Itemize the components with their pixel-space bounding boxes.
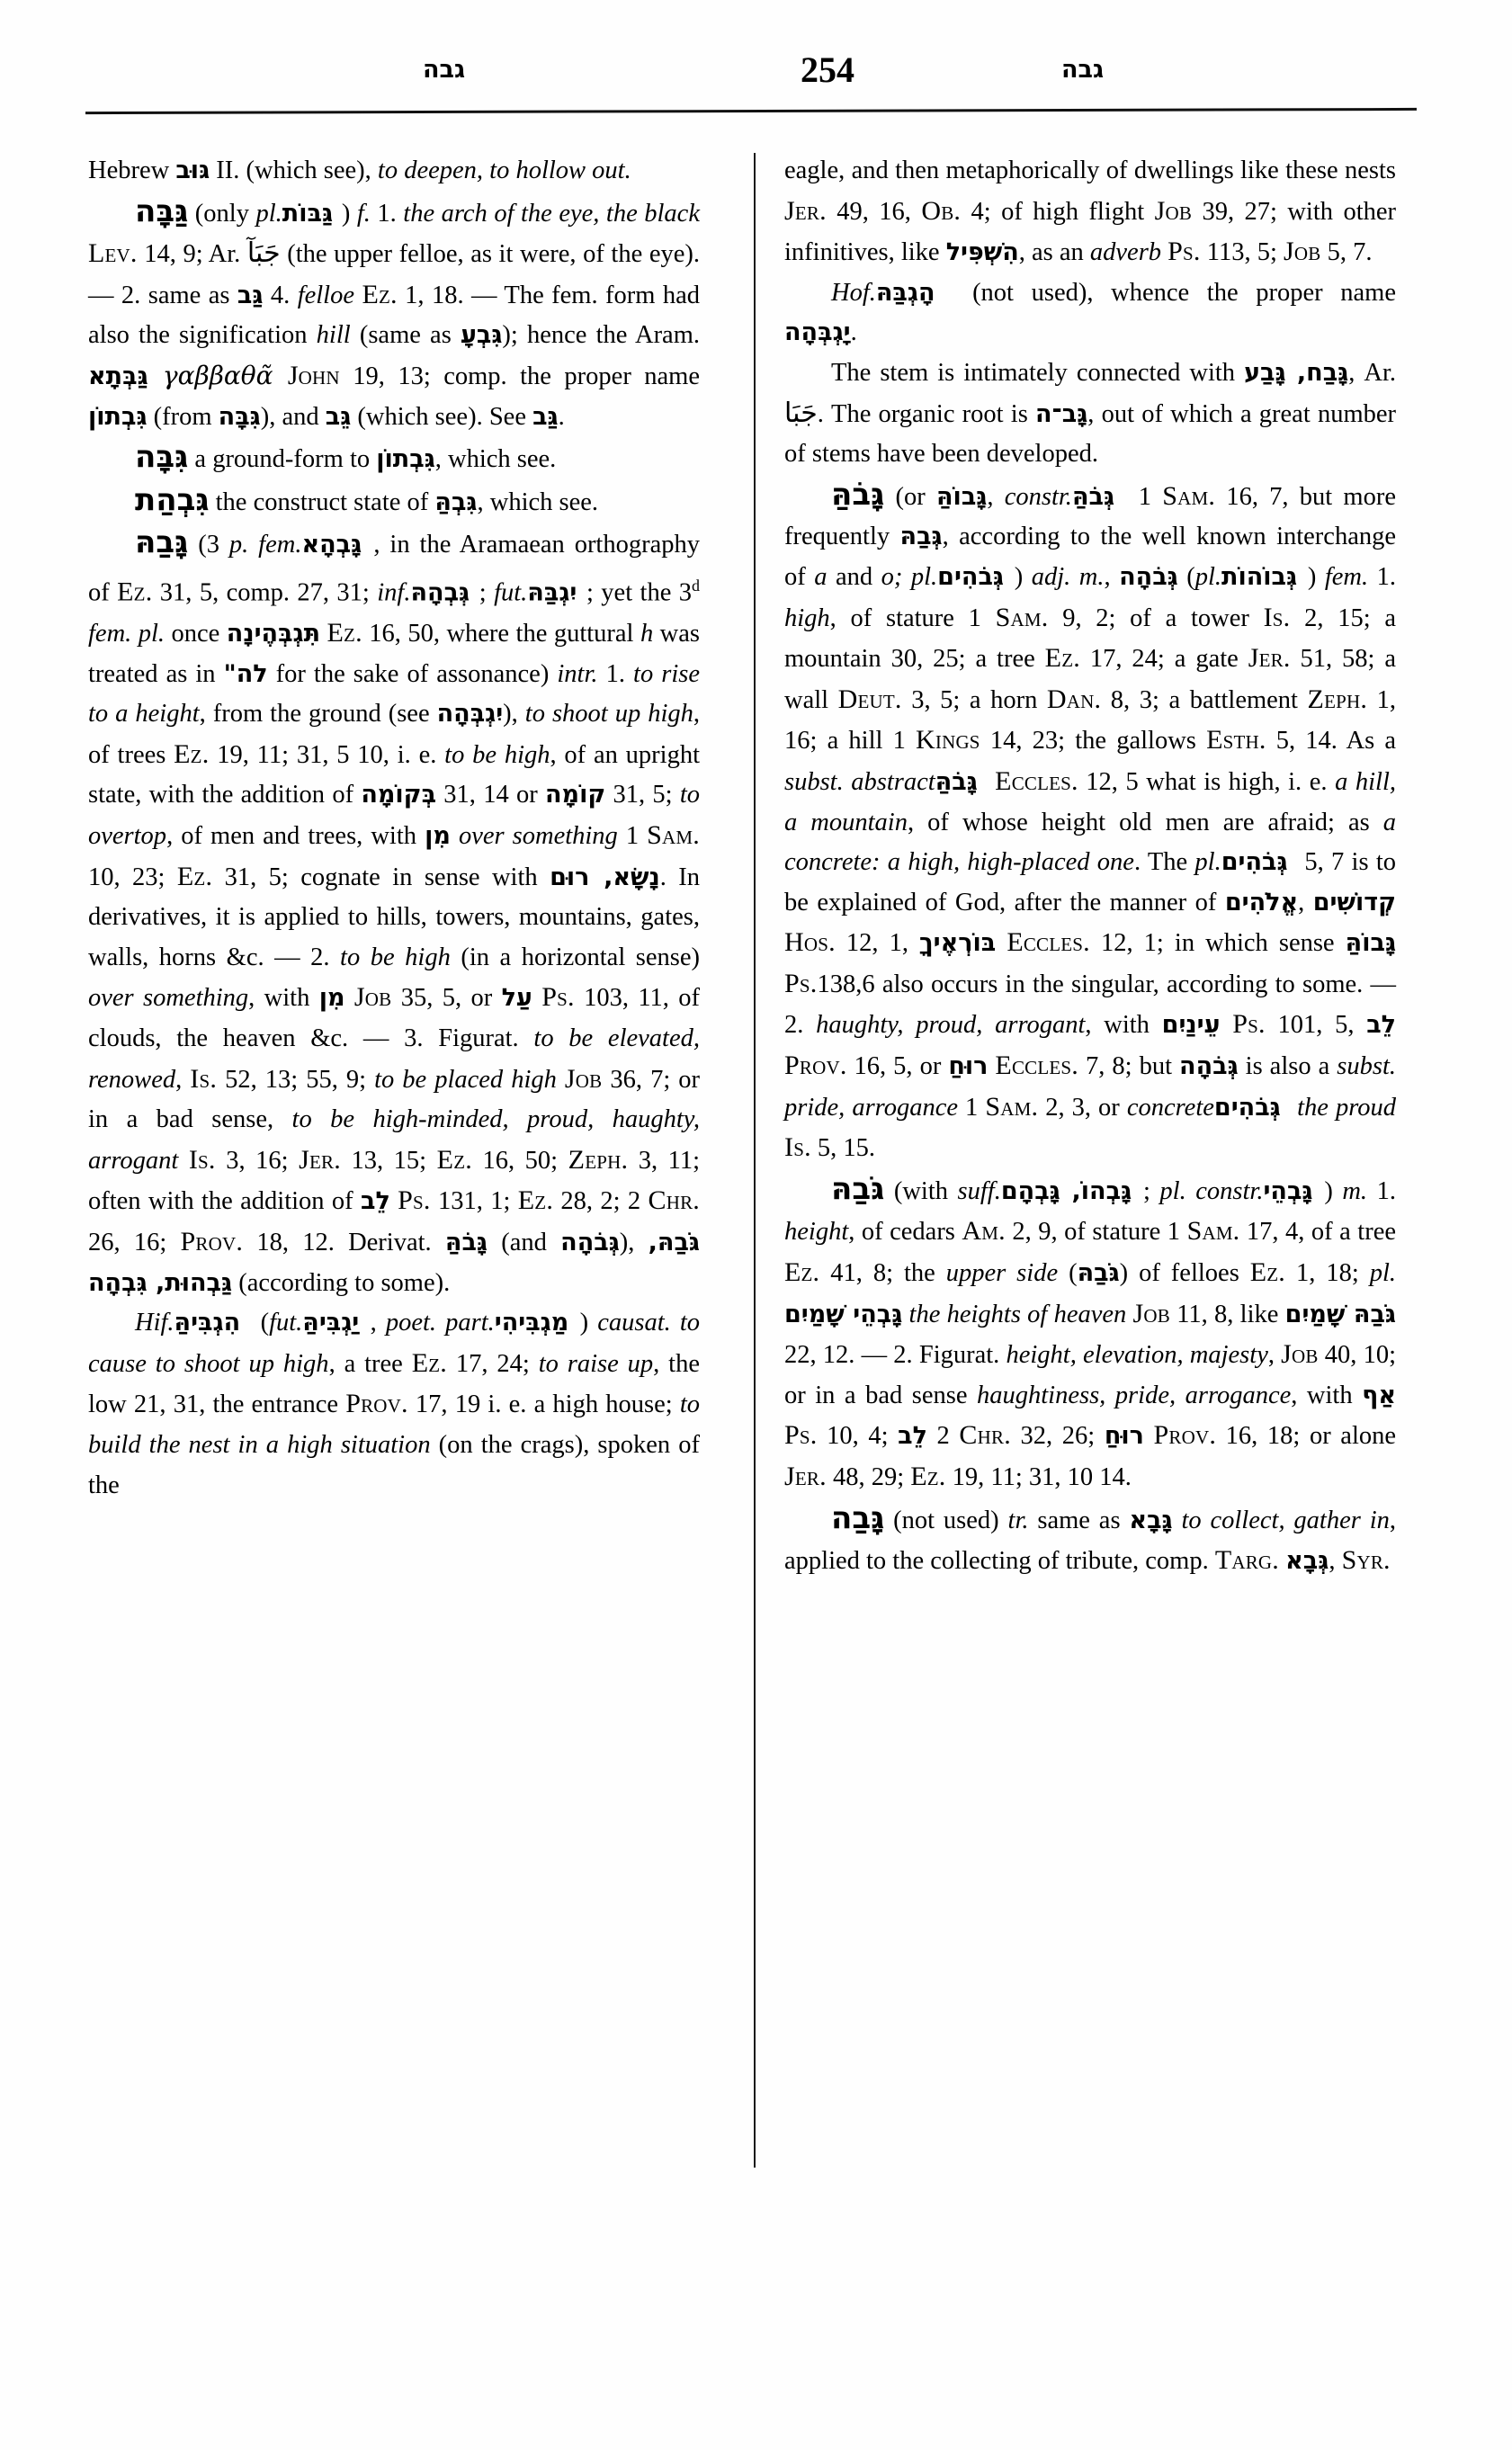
hebrew-word: גְּבַהּ [899, 523, 943, 551]
greek-word: γαββαθᾶ [148, 360, 288, 390]
italic-gloss: fem. pl. [88, 620, 166, 648]
hebrew-word: לֵב [1366, 1011, 1397, 1040]
scripture-reference: Deut. [837, 684, 902, 714]
hebrew-lemma: גֹּבַהּ [831, 1170, 885, 1207]
scripture-reference: Job [1154, 195, 1193, 226]
italic-gloss: to collect, gather in [1172, 1506, 1390, 1534]
italic-gloss: pl. [255, 199, 282, 228]
hebrew-word: גְּבֹהִים [937, 562, 1015, 591]
italic-gloss: haughty, proud, arrogant [816, 1011, 1086, 1040]
hebrew-word: מִן [425, 822, 451, 850]
hebrew-word: גִּבְעָ [460, 321, 503, 350]
hebrew-word: גְּבֹהָה [1179, 1052, 1239, 1081]
italic-gloss: height, elevation, majesty [1006, 1341, 1268, 1370]
scripture-reference: Ps. [1168, 237, 1201, 267]
hebrew-word: גְּבוֹהוֹת [1221, 562, 1308, 591]
scripture-reference: Eccles. [995, 1051, 1078, 1081]
hebrew-word: גֹּבַהּ [1077, 1259, 1120, 1288]
scripture-reference: Ps. [1232, 1009, 1266, 1040]
scripture-reference: Ez. [910, 1462, 946, 1491]
italic-gloss: to shoot up high [524, 700, 693, 729]
italic-gloss: felloe [297, 281, 354, 309]
running-head-left-headword: גבה [423, 56, 466, 84]
italic-gloss: to be high [340, 943, 451, 971]
entry-paragraph: גֹּבַהּ (with suff. גָּבְהוֹ, גָּבְהָם; pl. constr. גָּבְהֵי) m. 1. height, of cedars Am. 2, 9, of stature 1 Sam. 17, 4, of a tree Ez. 41, 8; the upper side (גֹּבַהּ) of felloes Ez. 1, 18; pl. גָּבְהֵי שָׁמַיִם the heights of heaven Job 11, 8, like גֹּבַהּ שָׁמַיִם 22, 12. — 2. Figurat. height, elevation, majesty, Job 40, 10; or in a bad sense haughtiness, pride, arrogance, with אַף Ps. 10, 4; לֵב 2 Chr. 32, 26; רוּחַ Prov. 16, 18; or alone Jer. 48, 29; Ez. 19, 11; 31, 10 14. [784, 1170, 1397, 1491]
entry-paragraph: גָּבֹהַּ (or גָּבוֹהַּ, constr. גְּבֹהַּ 1 Sam. 16, 7, but more frequently גְּבַהּ, according to the well known interchange of a and o; pl. גְּבֹהִים) adj. m., גְּבֹהָה (pl. גְּבוֹהוֹת) fem. 1. high, of stature 1 Sam. 9, 2; of a tower Is. 2, 15; a mountain 30, 25; a tree Ez. 17, 24; a gate Jer. 51, 58; a wall Deut. 3, 5; a horn Dan. 8, 3; a battlement Zeph. 1, 16; a hill 1 Kings 14, 23; the gallows Esth. 5, 14. As a subst. abstract גָּבֹהַּ Eccles. 12, 5 what is high, i. e. a hill, a mountain, of whose height old men are afraid; as a concrete: a high, high-placed one. The pl. גְּבֹהִים 5, 7 is to be explained of God, after the manner of אֱלֹהִים, קְדוֹשִׁים Hos. 12, 1, בּוֹרְאֶיךָ Eccles. 12, 1; in which sense גָּבוֹהַּ Ps.138,6 also occurs in the singular, according to some. — 2. haughty, proud, arrogant, with עֵינַיִם Ps. 101, 5, לֵב Prov. 16, 5, or רוּחַ Eccles. 7, 8; but גְּבֹהָה is also a subst. pride, arrogance 1 Sam. 2, 3, or concrete גְּבֹהִים the proud Is. 5, 15. [784, 476, 1397, 1163]
scripture-reference: Lev. [88, 238, 138, 269]
italic-gloss: Hof. [831, 278, 876, 307]
hebrew-word: רוּחַ [1104, 1422, 1144, 1451]
scripture-reference: Ez. [117, 577, 153, 607]
hebrew-word: גְּבָא [1285, 1547, 1329, 1576]
entry-paragraph: גַּבָּה (only pl. גַּבּוֹת) f. 1. the arch of the eye, the black Lev. 14, 9; Ar. جَبَآ (the upper felloe, as it were, of the eye). — 2. same as גַּב 4. felloe Ez. 1, 18. — The fem. form had also the signification hill (same as גִּבְעָ); hence the Aram. גַּבְּתָא γαββαθᾶ John 19, 13; comp. the proper name גִּבְתוֹן (from גִּבָּה), and גֵּב (which see). See גַּב. [88, 192, 701, 431]
italic-gloss: hill [316, 321, 351, 350]
page-number: 254 [801, 49, 854, 90]
running-head-right-headword: גבה [1061, 56, 1105, 84]
scripture-reference: Dan. [1046, 684, 1102, 714]
italic-gloss: m. [1342, 1176, 1368, 1205]
hebrew-word: מִן [318, 984, 345, 1013]
hebrew-word: גָּבְהָא [301, 531, 374, 559]
hebrew-word: גַּבּוֹת [282, 199, 342, 228]
hebrew-word: גָּב־ה [1034, 399, 1088, 428]
scripture-reference: Job [1281, 1339, 1319, 1370]
hebrew-word: עַל [501, 984, 532, 1013]
italic-gloss: constr. [1004, 482, 1072, 511]
scripture-reference: Ez. [176, 861, 213, 891]
hebrew-word: גָּבְהֵי [1263, 1176, 1325, 1205]
scripture-reference: Job [1132, 1298, 1170, 1328]
hebrew-word: גְּבֹהִים [1221, 848, 1298, 877]
scripture-reference: Job [353, 982, 392, 1013]
entry-paragraph: The stem is intimately connected with גָּבַח, גָּבַע, Ar. جَبَا. The organic root is גָּב־ה, out of which a great number of stems have been developed. [784, 358, 1397, 469]
italic-gloss: p. fem. [228, 531, 302, 559]
hebrew-word: גִּבָּה [218, 402, 261, 431]
scripture-reference: John [287, 360, 340, 390]
entry-paragraph: גִּבְהַת the construct state of גִּבְהַּ, which see. [135, 481, 599, 518]
italic-gloss: over something [88, 984, 249, 1013]
running-head [135, 47, 1394, 97]
scripture-reference: Zeph. [568, 1144, 629, 1175]
superscript-text: d [691, 576, 700, 595]
italic-gloss: to overtop [88, 781, 701, 850]
hebrew-lemma: גַּבָּה [135, 192, 189, 229]
hebrew-word: בְּקוֹמָה [361, 781, 437, 809]
italic-gloss: pl. [1369, 1259, 1396, 1288]
italic-gloss: a hill, a mountain [784, 767, 1396, 836]
scripture-reference: Ez. [517, 1185, 554, 1216]
hebrew-word: גָּבוֹהַּ [936, 482, 988, 511]
hebrew-word: אַף [1362, 1381, 1396, 1409]
hebrew-word: גְּבֹהַּ [1071, 482, 1128, 511]
scripture-reference: Prov. [345, 1389, 408, 1419]
scripture-reference: Ez. [1249, 1257, 1286, 1288]
italic-gloss: inf. [377, 578, 411, 607]
hebrew-word: תִּגְבְּהֶינָה [226, 620, 321, 648]
italic-gloss: intr. [557, 659, 598, 688]
hebrew-word: הָגְבַּהּ [875, 278, 955, 307]
italic-gloss: the arch of the eye, the black [403, 199, 700, 228]
scripture-reference: Eccles. [995, 765, 1078, 796]
hebrew-word: אֱלֹהִים [1224, 888, 1299, 917]
scripture-reference: Sam. [647, 820, 700, 850]
column-right [784, 151, 1396, 1582]
hebrew-word: נָשָׂא, רוּם [550, 863, 660, 891]
italic-gloss: haughtiness, pride, arrogance [977, 1381, 1292, 1409]
hebrew-word: יִגְבַּהּ [527, 578, 586, 607]
hebrew-word: הִשְׁפִּיל [945, 238, 1019, 267]
scripture-reference: Ez. [436, 1144, 472, 1175]
entry-paragraph: Hebrew גּוּב II. (which see), to deepen, to hollow out. [88, 156, 631, 184]
scripture-reference: Is. [1263, 602, 1291, 632]
column-divider-rule [754, 153, 756, 2168]
scripture-reference: Ps. [541, 982, 575, 1013]
scripture-reference: Prov. [1153, 1420, 1217, 1451]
italic-gloss: pl. [1194, 848, 1221, 877]
italic-gloss: suff. [957, 1176, 1001, 1205]
scripture-reference: Ps. [784, 968, 818, 998]
scripture-reference: Eccles. [1007, 927, 1090, 958]
italic-gloss: to deepen, to hollow out. [377, 156, 631, 184]
hebrew-word: גָּבְהוֹ, גָּבְהָם [1000, 1176, 1143, 1205]
hebrew-word: גֵּב [325, 402, 352, 431]
scripture-reference: Prov. [784, 1051, 847, 1081]
scripture-reference: Jer. [784, 1462, 827, 1491]
scripture-reference: Ez. [362, 279, 398, 309]
scripture-reference: Ps. [784, 1420, 818, 1451]
scripture-reference: Ez. [327, 618, 362, 648]
italic-gloss: a [814, 562, 828, 591]
italic-gloss: a concrete: a high, high-placed one [784, 808, 1397, 877]
italic-gloss: subst. pride, arrogance [784, 1052, 1397, 1122]
hebrew-lemma: גָּבֹהַּ [831, 476, 885, 513]
italic-gloss: pl. constr. [1159, 1176, 1264, 1205]
italic-gloss: concrete [1126, 1093, 1214, 1122]
hebrew-word: גָּבוֹהַּ [1345, 929, 1397, 958]
arabic-word: جَبَا [784, 397, 818, 429]
entry-paragraph: Hif. הִגְבִּיהַּ (fut. יַגְבִּיהַּ, poet. part. מַגְבִּיהִי) causat. to cause to shoot up high, a tree Ez. 17, 24; to raise up, the low 21, 31, the entrance Prov. 17, 19 i. e. a high house; to build the nest in a high situation (on the crags), spoken of the [88, 1309, 701, 1499]
hebrew-lemma: גִּבָּה [135, 439, 189, 476]
italic-gloss: pl. [1194, 562, 1222, 591]
italic-gloss: to be high [444, 740, 550, 769]
hebrew-word: גֹּבַהּ שָׁמַיִם [1284, 1300, 1396, 1328]
italic-gloss: to build the nest in a high situation [88, 1390, 701, 1459]
hebrew-word: לֵב [361, 1187, 390, 1216]
hebrew-word: גִּבְתוֹן [88, 402, 148, 431]
hebrew-word: גָּבֹהַּ [444, 1228, 488, 1256]
hebrew-word: גָּבְהֵי שָׁמַיִם [784, 1300, 903, 1328]
scripture-reference: Hos. [784, 927, 836, 958]
scripture-reference: Chr. [959, 1420, 1011, 1451]
entry-paragraph: גָּבַה (not used) tr. same as גָּבָא to collect, gather in, applied to the collecting of tribute, comp. Targ. גְּבָא, Syr. [784, 1499, 1396, 1576]
entry-paragraph: eagle, and then metaphorically of dwellings like these nests Jer. 49, 16, Ob. 4; of high flight Job 39, 27; with other infinitives, like הִשְׁפִּיל, as an adverb Ps. 113, 5; Job 5, 7. [784, 156, 1396, 267]
scripture-reference: Is. [188, 1144, 216, 1175]
entry-paragraph: גִּבָּה a ground-form to גִּבְתוֹן, which see. [135, 439, 557, 476]
hebrew-word: גְּבֹהָה [1119, 562, 1178, 591]
scripture-reference: Sam. [985, 1091, 1039, 1122]
hebrew-word: יִגְבְּהָה [436, 700, 504, 729]
italic-gloss: poet. part. [385, 1309, 495, 1337]
scripture-reference: Kings [916, 725, 980, 756]
hebrew-word: גּוּב [175, 156, 210, 184]
hebrew-word: יָגְבְּהָה [784, 318, 851, 347]
small-caps-reference [288, 361, 340, 390]
hebrew-word: גְּבְהָהּ [410, 578, 479, 607]
scripture-reference: Sam. [1162, 480, 1216, 511]
italic-gloss: high [784, 604, 830, 632]
hebrew-word: לה" [223, 659, 268, 688]
hebrew-word: גְּבֹהָה [560, 1228, 620, 1256]
hebrew-word: גִּבְתוֹן [376, 445, 435, 474]
entry-paragraph: גָּבַהּ (3 p. fem. גָּבְהָא, in the Aramaean orthography of Ez. 31, 5, comp. 27, 31; inf. גְּבְהָהּ; fut. יִגְבַּהּ; yet the 3$^d$ fem. pl. once תִּגְבְּהֶינָה Ez. 16, 50, where the guttural h was treated as in לה" for the sake of assonance) intr. 1. to rise to a height, from the ground (see יִגְבְּהָה), to shoot up high, of trees Ez. 19, 11; 31, 5 10, i. e. to be high, of an upright state, with the addition of בְּקוֹמָה 31, 14 or קוֹמָה 31, 5; to overtop, of men and trees, with מִן over something 1 Sam. 10, 23; Ez. 31, 5; cognate in sense with נָשָׂא, רוּם. In derivatives, it is applied to hills, towers, mountains, gates, walls, horns &c. — 2. to be high (in a horizontal sense) over something, with מִן Job 35, 5, or עַל Ps. 103, 11, of clouds, the heaven &c. — 3. Figurat. to be elevated, renowed, Is. 52, 13; 55, 9; to be placed high Job 36, 7; or in a bad sense, to be high-minded, proud, haughty, arrogant Is. 3, 16; Jer. 13, 15; Ez. 16, 50; Zeph. 3, 11; often with the addition of לֵב Ps. 131, 1; Ez. 28, 2; 2 Chr. 26, 16; Prov. 18, 12. Derivat. גָּבֹהַּ (and גְּבֹהָה), גֹּבַהּ, גַּבְהוּת, גִּבְהָה (according to some). [88, 524, 701, 1297]
italic-gloss: over something [450, 822, 618, 850]
scripture-reference: Job [1284, 237, 1321, 267]
entry-paragraph: Hof. הָגְבַּהּ (not used), whence the proper name יָגְבְּהָה. [784, 278, 1396, 347]
hebrew-word: מַגְבִּיהִי [494, 1309, 580, 1337]
hebrew-word: גַּבְּתָא [88, 362, 148, 390]
italic-gloss: o; pl. [881, 562, 938, 591]
hebrew-word: לֵב [898, 1422, 927, 1451]
scripture-reference: Ez. [411, 1347, 447, 1378]
scripture-reference: Zeph. [1307, 684, 1368, 714]
scripture-reference: Targ. [1214, 1545, 1279, 1576]
scripture-reference: Jer. [784, 195, 827, 226]
scripture-reference: Jer. [1248, 643, 1291, 674]
hebrew-word: גָּבָא [1129, 1506, 1173, 1534]
hebrew-word: יַגְבִּיהַּ [302, 1309, 371, 1337]
scripture-reference: Esth. [1206, 725, 1266, 756]
italic-gloss: upper side [945, 1259, 1059, 1288]
hebrew-word: גַּב [237, 281, 264, 309]
hebrew-word: הִגְבִּיהַּ [174, 1309, 252, 1337]
hebrew-word: בּוֹרְאֶיךָ [919, 929, 997, 958]
column-left [88, 151, 700, 1506]
hebrew-word: גְּבֹהִים [1213, 1093, 1291, 1122]
scripture-reference: Sam. [1186, 1216, 1240, 1247]
scripture-reference: Am. [962, 1216, 1006, 1247]
scripture-reference: Ob. [921, 195, 962, 226]
italic-gloss: adj. m. [1031, 562, 1105, 591]
italic-gloss: to be high-minded, proud, haughty, arrogant [88, 1105, 701, 1175]
hebrew-word: קוֹמָה [544, 781, 606, 809]
italic-gloss: causat. to cause to shoot up high [88, 1309, 701, 1378]
italic-gloss: Hif. [135, 1309, 174, 1337]
italic-gloss: subst. abstract [784, 767, 935, 796]
italic-gloss: tr. [1007, 1506, 1029, 1534]
scripture-reference: Chr. [648, 1185, 700, 1216]
italic-gloss: to be elevated, renowed [88, 1024, 700, 1094]
italic-gloss: fut. [494, 578, 528, 607]
hebrew-word: גָּבֹהַּ [935, 767, 988, 796]
hebrew-lemma: גָּבַה [831, 1499, 885, 1536]
hebrew-word: קְדוֹשִׁים [1312, 888, 1396, 917]
hebrew-word: גַּב [532, 402, 559, 431]
scripture-reference: Is. [190, 1063, 218, 1094]
italic-gloss: to raise up [538, 1349, 654, 1378]
scripture-reference: Sam. [995, 602, 1049, 632]
scripture-reference: Job [564, 1063, 603, 1094]
hebrew-lemma: גָּבַהּ [135, 524, 189, 561]
hebrew-word: גָּבַח, גָּבַע [1244, 358, 1349, 387]
arabic-word: جَبَآ [246, 237, 281, 270]
scripture-reference: Ez. [174, 738, 210, 769]
hebrew-word: גֹּבַהּ, גַּבְהוּת, גִּבְהָה [88, 1228, 700, 1297]
italic-gloss: h [640, 620, 654, 648]
italic-gloss: fut. [269, 1309, 303, 1337]
italic-gloss: fem. [1324, 562, 1369, 591]
italic-gloss: to rise to a height [88, 659, 701, 729]
scripture-reference: Prov. [180, 1226, 244, 1256]
italic-gloss: adverb [1089, 238, 1162, 267]
italic-gloss: f. [356, 199, 371, 228]
italic-gloss: to be placed high [374, 1065, 557, 1094]
scripture-reference: Ps. [398, 1185, 431, 1216]
scripture-reference: Ez. [784, 1257, 820, 1288]
hebrew-word: עֵינַיִם [1161, 1011, 1221, 1040]
hebrew-word: רוּחַ [948, 1052, 989, 1081]
italic-gloss: the heights of heaven [902, 1300, 1127, 1328]
hebrew-lemma: גִּבְהַת [135, 481, 210, 518]
italic-gloss: the proud [1290, 1093, 1396, 1122]
scripture-reference: Syr. [1341, 1545, 1391, 1576]
scripture-reference: Jer. [299, 1144, 341, 1175]
italic-gloss: height [784, 1218, 849, 1247]
header-rule [85, 108, 1417, 114]
scripture-reference: Is. [784, 1132, 811, 1163]
hebrew-word: גִּבְהַּ [434, 487, 478, 516]
scripture-reference: Ez. [1044, 643, 1080, 674]
